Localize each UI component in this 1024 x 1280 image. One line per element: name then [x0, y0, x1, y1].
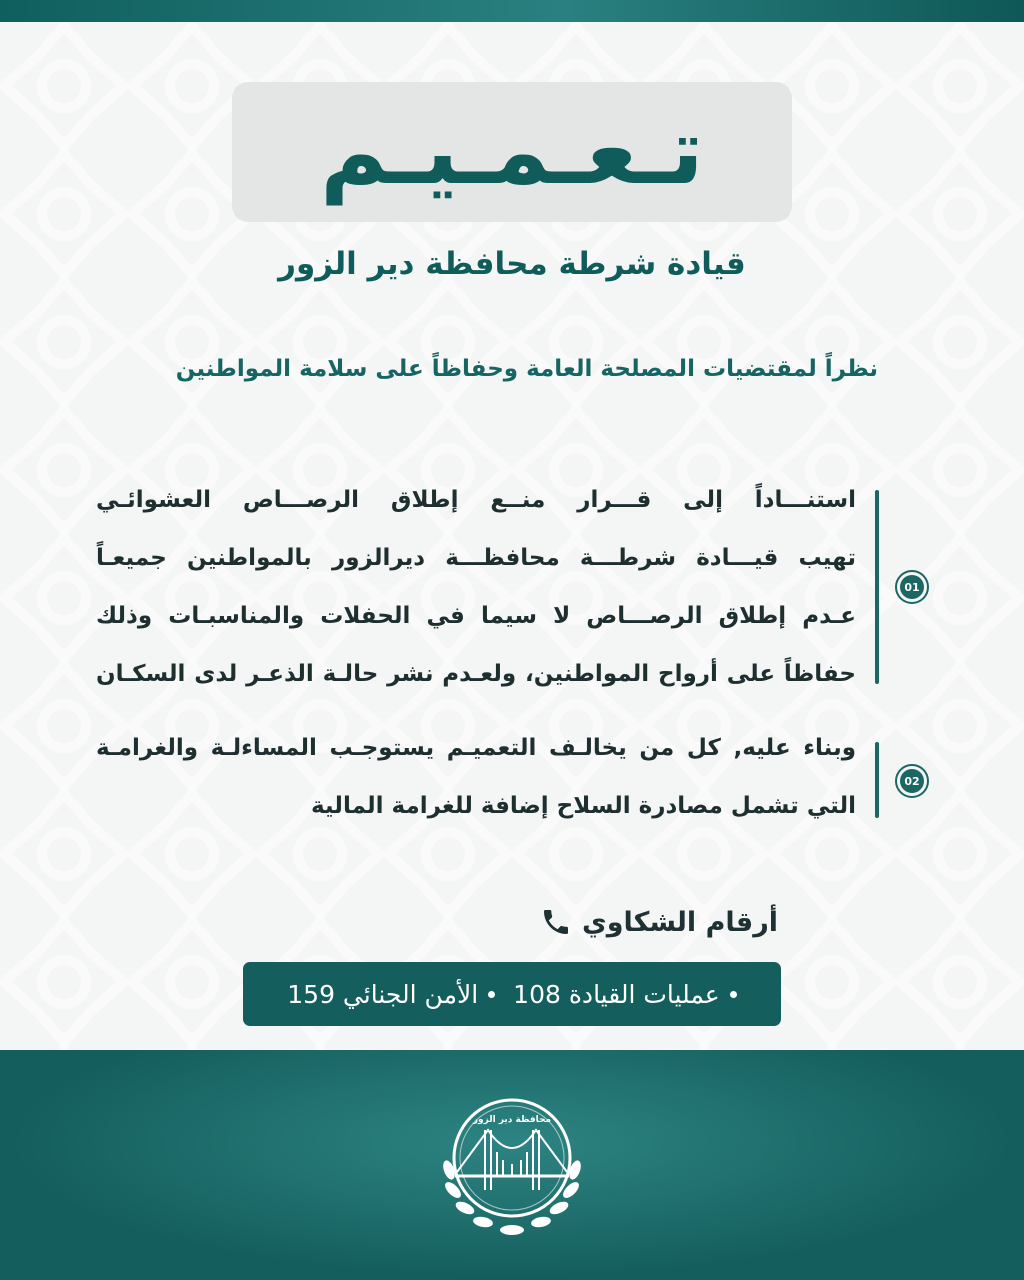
item-1-line: تهيب قيـــادة شرطـــة محافظـــة ديرالزور بالمواطنين جميعـاً	[96, 545, 856, 571]
complaint-entry[interactable]	[287, 980, 495, 1009]
bullet-dot	[488, 991, 495, 998]
item-1-badge	[895, 570, 929, 604]
item-1-number: 01	[900, 575, 924, 599]
phone-icon	[540, 906, 572, 938]
bullet-dot	[730, 991, 737, 998]
item-2-badge	[895, 764, 929, 798]
item-2-divider	[875, 742, 879, 818]
item-1-divider	[875, 490, 879, 684]
complaint-numbers	[243, 962, 781, 1026]
page-subtitle: قيادة شرطة محافظة دير الزور	[278, 246, 746, 282]
title-box	[232, 82, 792, 222]
complaint-entry-text: الأمن الجنائي 159	[287, 979, 479, 1009]
page-title: تـعـمـيـم	[320, 98, 704, 205]
item-1-paragraph	[96, 482, 856, 714]
top-bar	[0, 0, 1024, 22]
item-2-paragraph	[96, 730, 856, 846]
complaints-label: أرقام الشكاوي	[581, 906, 778, 938]
item-2-number: 02	[900, 769, 924, 793]
item-1-line: عـدم إطلاق الرصـــاص لا سيما في الحفلات والمناسبـات وذلك	[96, 603, 856, 629]
item-1-line: حفاظاً على أرواح المواطنين، ولعـدم نشر حالـة الذعـر لدى السكـان	[96, 661, 856, 687]
item-2-line: التي تشمل مصادرة السلاح إضافة للغرامة المالية	[310, 793, 856, 819]
complaint-entry-text: عمليات القيادة 108	[513, 979, 720, 1009]
item-2-line: وبناء عليه, كل من يخالـف التعميـم يستوجـب المساءلـة والغرامـة	[96, 735, 856, 761]
item-1-line: استنـــاداً إلى قـــرار منــع إطلاق الرصـــاص العشوائـي	[96, 487, 856, 513]
complaints-header	[540, 906, 778, 938]
logo-text: محافظة دير الزور	[472, 1115, 552, 1125]
intro-text: نظراً لمقتضيات المصلحة العامة وحفاظاً على سلامة المواطنين	[175, 356, 878, 382]
complaint-entry[interactable]	[513, 980, 737, 1009]
